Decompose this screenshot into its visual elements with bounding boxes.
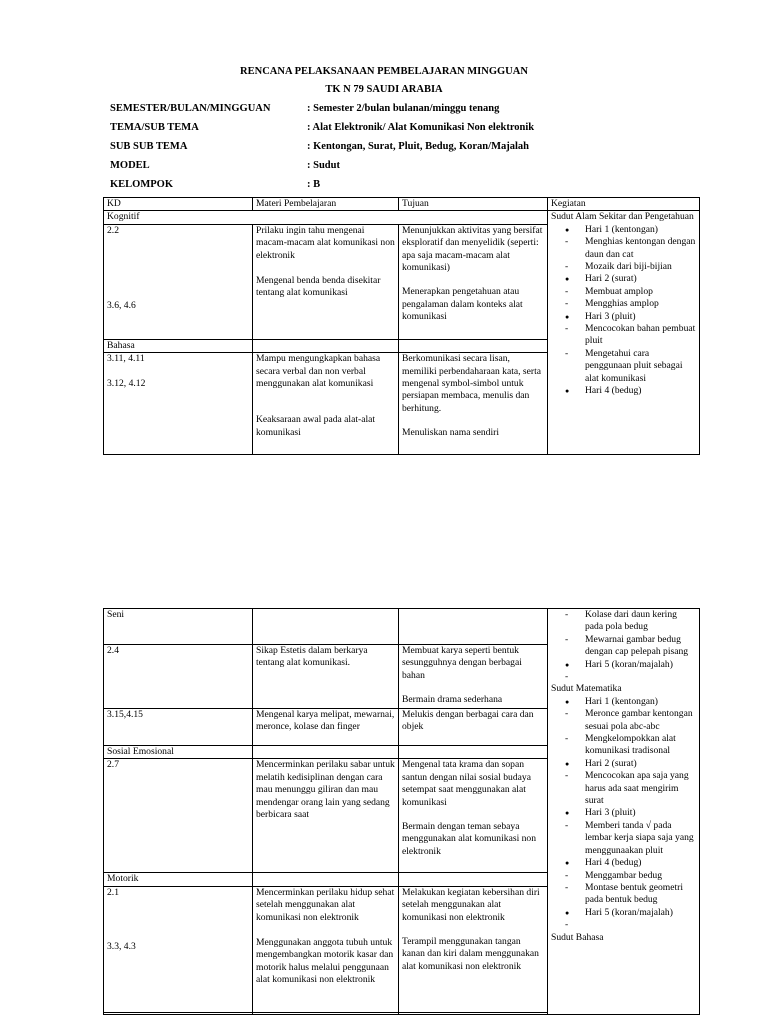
empty-cell (253, 1012, 399, 1014)
materi-bahasa-1: Mampu mengungkapkan bahasa secara verbal dan non verbal menggunakan alat komunikasi (256, 353, 381, 390)
tujuan-cell (399, 759, 548, 873)
list-item: ● Hari 4 (bedug) (551, 857, 696, 869)
list-item: ● Hari 3 (pluit) (551, 807, 696, 819)
list-item: - Mengetahui cara penggunaan pluit sebagai alat komunikasi (551, 348, 696, 385)
meta-value-model: : Sudut (307, 160, 340, 171)
meta-label-model: MODEL (110, 160, 150, 171)
list-item: ● Hari 2 (surat) (551, 758, 696, 770)
page-title: RENCANA PELAKSANAAN PEMBELAJARAN MINGGUAN (240, 66, 528, 77)
meta-value-tema: : Alat Elektronik/ Alat Komunikasi Non elektronik (307, 122, 535, 133)
section-kognitif: Kognitif (104, 211, 548, 224)
header-tujuan: Tujuan (399, 198, 548, 211)
tujuan-2-7a: Mengenal tata krama dan sopan santun dengan nilai sosial budaya setempat saat menggunakan alat komunikasi (402, 759, 531, 808)
list-item: - Montase bentuk geometri pada bentuk bedug (551, 882, 696, 907)
materi-3-6: Mengenal benda benda disekitar tentang alat komunikasi (256, 275, 381, 299)
list-item: Sudut Bahasa (551, 931, 604, 943)
list-item: - Menggambar bedug (551, 870, 696, 882)
empty-cell (104, 1012, 253, 1014)
list-item (551, 919, 696, 931)
empty-cell (399, 873, 548, 886)
meta-label-semester: SEMESTER/BULAN/MINGGUAN (110, 103, 271, 114)
list-item: ● Hari 1 (kentongan) (551, 224, 696, 236)
kegiatan-list (551, 211, 696, 397)
kd-2-7: 2.7 (104, 759, 253, 873)
section-sosial-emosional: Sosial Emosional (104, 746, 253, 759)
section-bahasa: Bahasa (104, 339, 253, 352)
kegiatan-cell (548, 609, 700, 1015)
materi-3-3: Menggunakan anggota tubuh untuk mengembangkan motorik kasar dan motorik halus melalui penggunaan alat komunikasi non elektronik (256, 937, 394, 986)
list-item: ● Hari 4 (bedug) (551, 385, 696, 397)
kd-2-2: 2.2 (107, 224, 119, 236)
plan-table-1 (103, 197, 700, 455)
kd-3-11: 3.11, 4.11 (107, 353, 145, 365)
list-item: - Memberi tanda √ pada lembar kerja siapa saja yang menggunaakan pluit (551, 820, 696, 857)
list-item: ● Hari 5 (koran/majalah) (551, 907, 696, 919)
tujuan-2-1: Melakukan kegiatan kebersihan diri setelah menggunakan alat komunikasi non elektronik (402, 886, 540, 923)
tujuan-cell (399, 353, 548, 455)
header-materi: Materi Pembelajaran (253, 198, 399, 211)
materi-3-15: Mengenal karya melipat, mewarnai, meronce, kolase dan finger (253, 709, 399, 746)
tujuan-3-6: Menerapkan pengetahuan atau pengalaman dalam konteks alat komunikasi (402, 286, 523, 323)
list-item: - Mencocokan apa saja yang harus ada saat mengirim surat (551, 770, 696, 807)
list-item: Sudut Matematika (551, 683, 622, 695)
meta-label-tema: TEMA/SUB TEMA (110, 122, 199, 133)
materi-bahasa-2: Keaksaraan awal pada alat-alat komunikasi (256, 414, 376, 438)
list-item: - Kolase dari daun kering pada pola bedug (551, 609, 696, 634)
list-item (551, 671, 696, 683)
meta-label-kelompok: KELOMPOK (110, 179, 173, 190)
kegiatan-cell (548, 211, 700, 455)
kd-cell (104, 353, 253, 455)
kd-3-3: 3.3, 4.3 (107, 941, 136, 953)
materi-2-1: Mencerminkan perilaku hidup sehat setelah menggunakan alat komunikasi non elektronik (256, 886, 395, 923)
empty-cell (399, 1012, 548, 1014)
tujuan-2-2: Menunjukkan aktivitas yang bersifat eksploratif dan menyelidik (seperti: apa saja macam-macam alat komunikasi) (402, 224, 543, 274)
header-kegiatan: Kegiatan (548, 198, 700, 211)
tujuan-2-4b: Bermain drama sederhana (402, 694, 503, 706)
tujuan-2-7b: Bermain dengan teman sebaya menggunakan alat komunikasi non elektronik (402, 821, 537, 857)
tujuan-3-3: Terampil menggunakan tangan kanan dan kiri dalam menggunakan alat komunikasi non elektronik (402, 936, 539, 972)
materi-cell (253, 353, 399, 455)
kd-cell (104, 886, 253, 1012)
list-item: ● Hari 3 (pluit) (551, 311, 696, 323)
materi-cell (253, 886, 399, 1012)
list-item: - Menghias kentongan dengan daun dan cat (551, 236, 696, 261)
tujuan-cell (399, 645, 548, 709)
section-motorik: Motorik (104, 873, 253, 886)
materi-2-7: Mencerminkan perilaku sabar untuk melatih kedisiplinan dengan cara mau menunggu giliran dan mau mendengar orang lain yang sedang berbicara saat (253, 759, 399, 873)
kegiatan-list (551, 609, 696, 944)
empty-cell (253, 609, 399, 645)
empty-cell (253, 873, 399, 886)
header-kd: KD (104, 198, 253, 211)
kd-3-6: 3.6, 4.6 (107, 300, 136, 312)
list-item: ● Hari 5 (koran/majalah) (551, 659, 696, 671)
kd-3-15: 3.15,4.15 (104, 709, 253, 746)
meta-label-subsub: SUB SUB TEMA (110, 141, 188, 152)
kd-3-12: 3.12, 4.12 (107, 377, 146, 389)
kd-2-1: 2.1 (107, 886, 119, 898)
list-item: - Mozaik dari biji-bijian (551, 261, 696, 273)
materi-2-4: Sikap Estetis dalam berkarya tentang alat komunikasi. (253, 645, 399, 709)
plan-table-2 (103, 608, 700, 1015)
empty-cell (399, 609, 548, 645)
list-item: Sudut Alam Sekitar dan Pengetahuan (551, 211, 694, 223)
list-item: ● Hari 2 (surat) (551, 273, 696, 285)
meta-value-semester: : Semester 2/bulan bulanan/minggu tenang (307, 103, 500, 114)
list-item: - Mencocokan bahan pembuat pluit (551, 323, 696, 348)
list-item: - Mewarnai gambar bedug dengan cap pelepah pisang (551, 634, 696, 659)
materi-cell (253, 224, 399, 339)
tujuan-bahasa-1: Berkomunikasi secara lisan, memiliki perbendaharaan kata, serta mengenal symbol-simbol untuk persiapan membaca, menulis dan berhitung. (402, 353, 542, 414)
empty-cell (399, 339, 548, 352)
tujuan-2-4a: Membuat karya seperti bentuk sesungguhnya dengan berbagai bahan (402, 645, 522, 681)
section-seni: Seni (104, 609, 253, 645)
list-item: - Meronce gambar kentongan sesuai pola abc-abc (551, 708, 696, 733)
meta-value-subsub: : Kentongan, Surat, Pluit, Bedug, Koran/Majalah (307, 141, 529, 152)
kd-cell (104, 224, 253, 339)
tujuan-cell (399, 886, 548, 1012)
page-subtitle: TK N 79 SAUDI ARABIA (325, 84, 443, 95)
list-item: - Membuat amplop (551, 286, 696, 298)
tujuan-cell (399, 224, 548, 339)
list-item: - Mengkelompokkan alat komunikasi tradisonal (551, 733, 696, 758)
meta-value-kelompok: : B (307, 179, 321, 190)
materi-2-2: Prilaku ingin tahu mengenai macam-macam alat komunikasi non elektronik (256, 224, 395, 261)
tujuan-bahasa-2: Menuliskan nama sendiri (402, 427, 499, 439)
empty-cell (399, 746, 548, 759)
list-item: ● Hari 1 (kentongan) (551, 696, 696, 708)
empty-cell (253, 339, 399, 352)
kd-2-4: 2.4 (104, 645, 253, 709)
list-item: - Mengghias amplop (551, 298, 696, 310)
empty-cell (253, 746, 399, 759)
tujuan-3-15: Melukis dengan berbagai cara dan objek (399, 709, 548, 746)
